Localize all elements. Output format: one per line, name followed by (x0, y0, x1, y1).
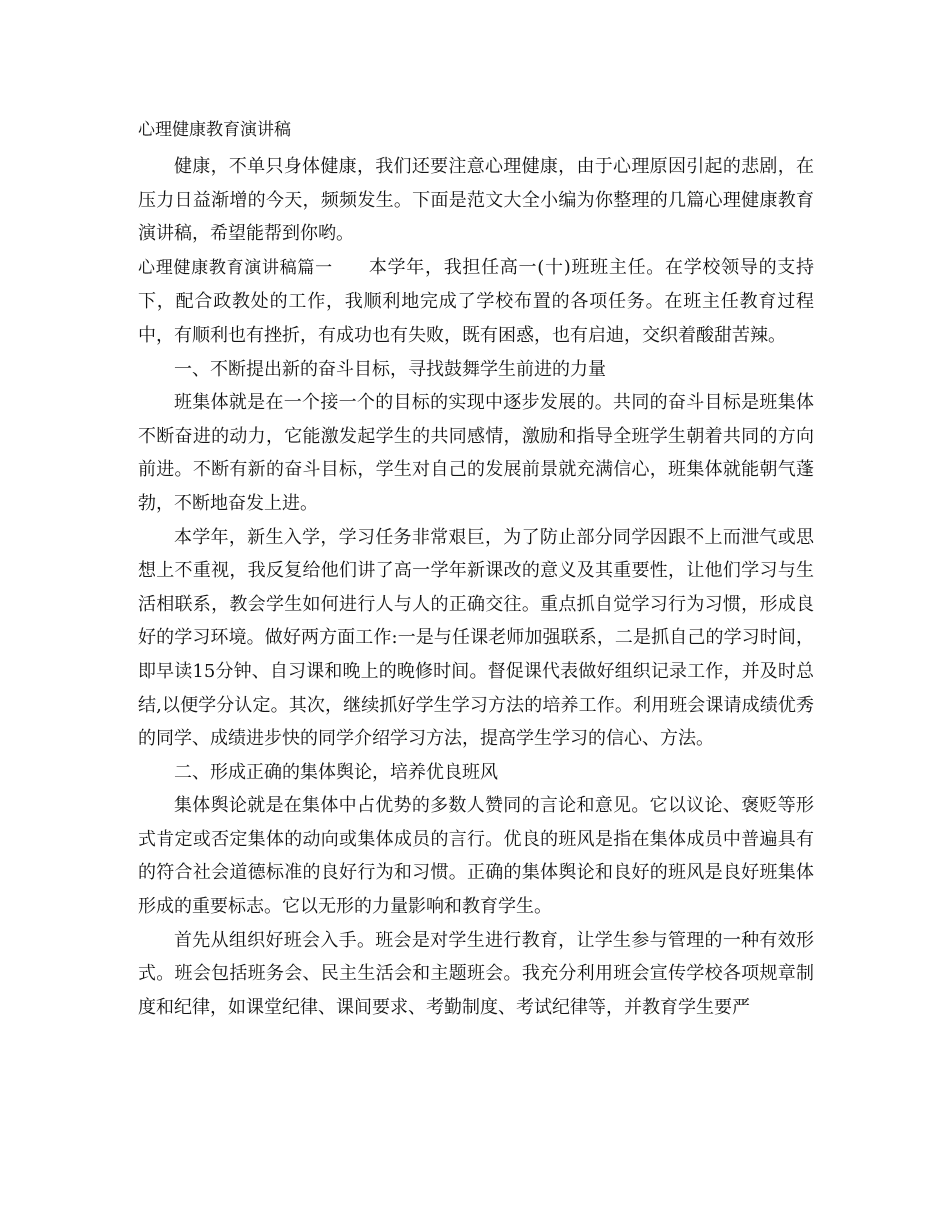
document-page (138, 116, 814, 1024)
paragraph-study: 本学年，新生入学，学习任务非常艰巨，为了防止部分同学因跟不上而泄气或思想上不重视，我反复给他们讲了高一学年新课改的意义及其重要性，让他们学习与生活相联系，教会学生如何进行人与人的正确交往。重点抓自觉学习行为习惯，形成良好的学习环境。做好两方面工作:一是与任课老师加强联系，二是抓自己的学习时间，即早读15分钟、自习课和晚上的晚修时间。督促课代表做好组织记录工作，并及时总结,以便学分认定。其次，继续抓好学生学习方法的培养工作。利用班会课请成绩优秀的同学、成绩进步快的同学介绍学习方法，提高学生学习的信心、方法。 (138, 526, 814, 750)
section-one-title: 心理健康教育演讲稿篇一 (138, 257, 333, 278)
paragraph-opinion: 集体舆论就是在集体中占优势的多数人赞同的言论和意见。它以议论、褒贬等形式肯定或否定集体的动向或集体成员的言行。优良的班风是指在集体成员中普遍具有的符合社会道德标准的良好行为和习惯。正确的集体舆论和良好的班风是良好班集体形成的重要标志。它以无形的力量影响和教育学生。 (138, 795, 814, 918)
heading-two: 二、形成正确的集体舆论，培养优良班风 (174, 761, 498, 783)
section-one-paragraph (138, 251, 814, 353)
heading-one: 一、不断提出新的奋斗目标，寻找鼓舞学生前进的力量 (174, 358, 606, 380)
paragraph-goals: 班集体就是在一个接一个的目标的实现中逐步发展的。共同的奋斗目标是班集体不断奋进的动力，它能激发起学生的共同感情，激励和指导全班学生朝着共同的方向前进。不断有新的奋斗目标，学生对自己的发展前景就充满信心，班集体就能朝气蓬勃，不断地奋发上进。 (138, 392, 814, 514)
paragraph-class-meeting: 首先从组织好班会入手。班会是对学生进行教育，让学生参与管理的一种有效形式。班会包括班务会、民主生活会和主题班会。我充分利用班会宣传学校各项规章制度和纪律，如课堂纪律、课间要求、考勤制度、考试纪律等，并教育学生要严 (138, 929, 814, 1018)
document-title: 心理健康教育演讲稿 (138, 120, 291, 140)
section-one-opening: 本学年，我担任高一(十)班班主任。在学校领导的支持下，配合政教处的工作，我顺利地完成了学校布置的各项任务。在班主任教育过程中，有顺利也有挫折，有成功也有失败，既有困惑，也有启迪，交织着酸甜苦辣。 (138, 256, 814, 346)
intro-paragraph: 健康，不单只身体健康，我们还要注意心理健康，由于心理原因引起的悲剧，在压力日益渐增的今天，频频发生。下面是范文大全小编为你整理的几篇心理健康教育演讲稿，希望能帮到你哟。 (138, 156, 814, 245)
